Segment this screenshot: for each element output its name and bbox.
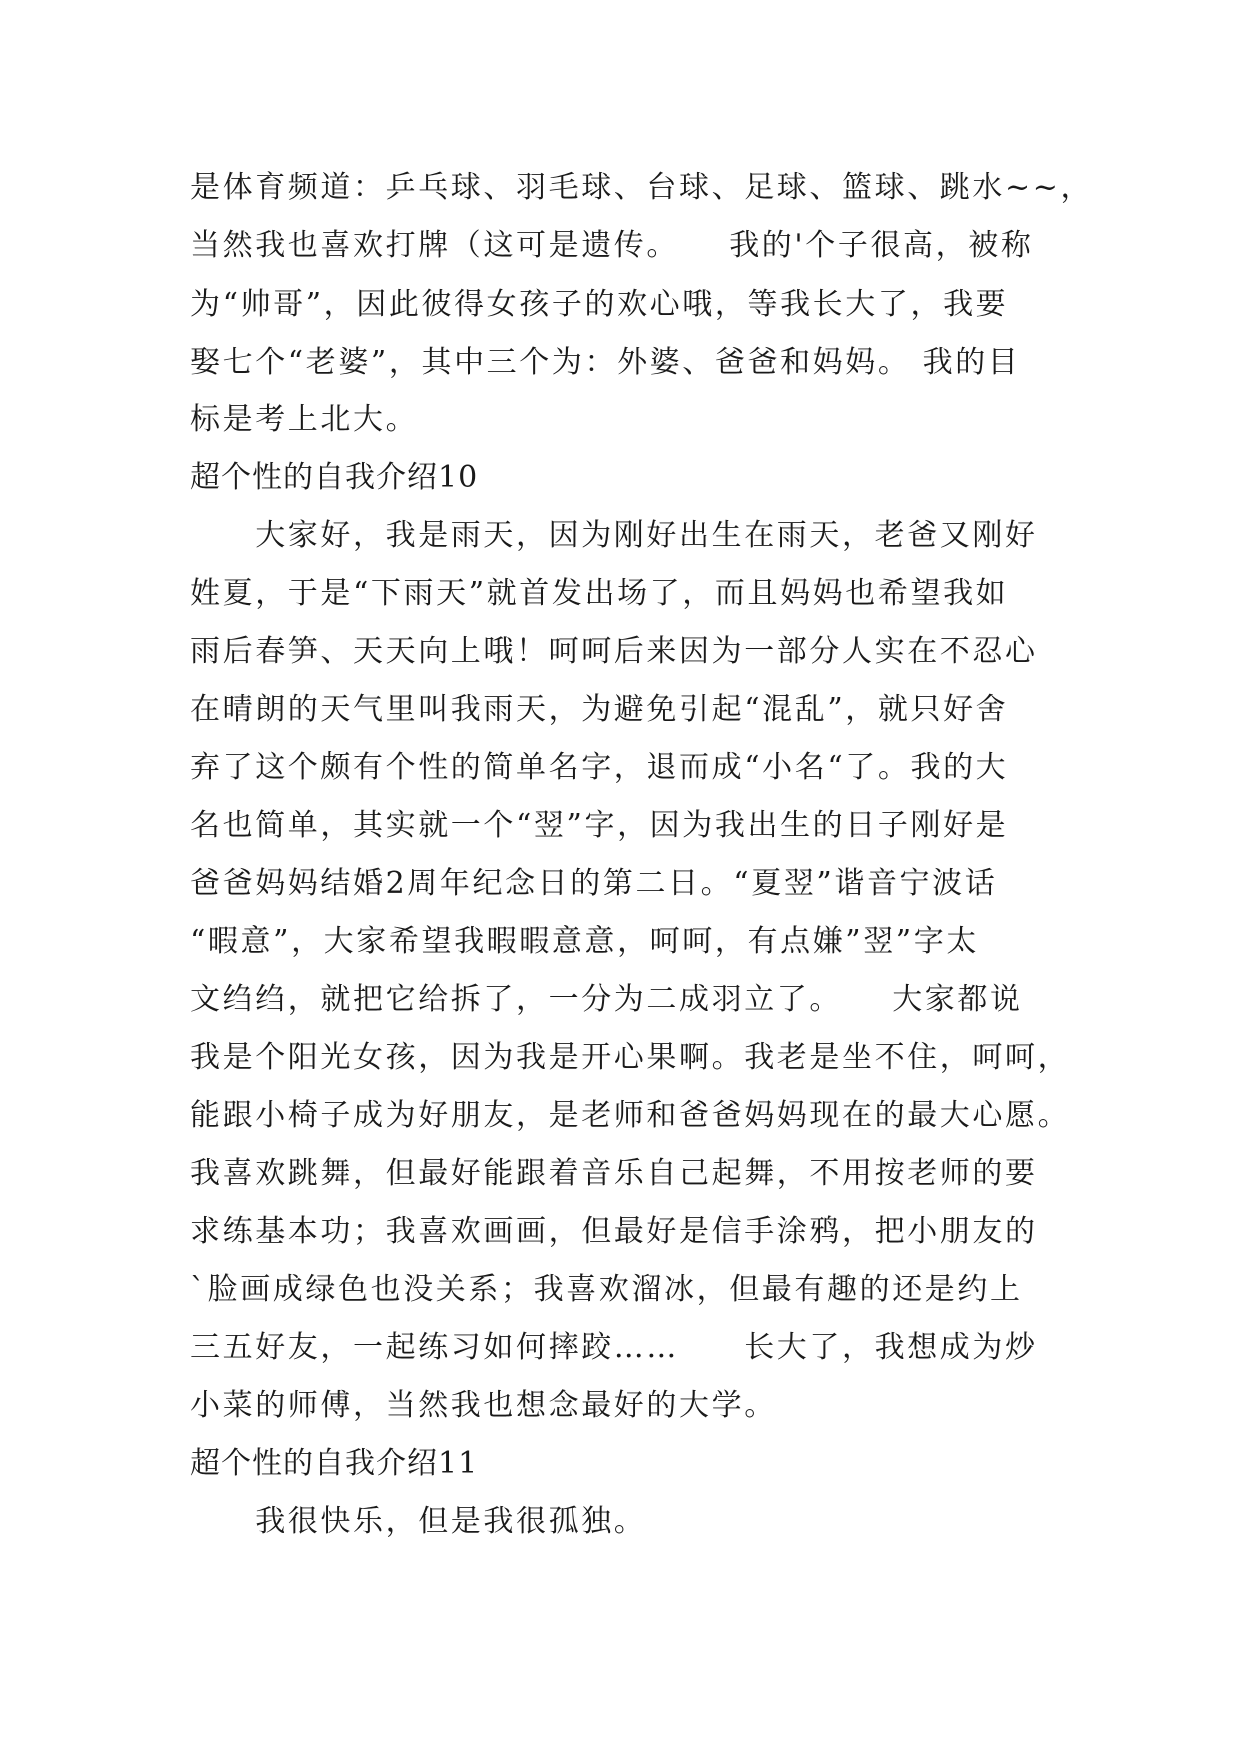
paragraph-line: 标是考上北大。 bbox=[190, 402, 419, 437]
paragraph-line: 我是个阳光女孩，因为我是开心果啊。我老是坐不住，呵呵， bbox=[190, 1040, 1071, 1075]
paragraph-line: “暇意”，大家希望我暇暇意意，呵呵，有点嫌”翌”字太 bbox=[190, 924, 979, 959]
paragraph-line: 弃了这个颇有个性的简单名字，退而成“小名“了。我的大 bbox=[190, 750, 1009, 785]
paragraph-line: 求练基本功；我喜欢画画，但最好是信手涂鸦，把小朋友的 bbox=[190, 1214, 1038, 1249]
paragraph-line: 是体育频道：乒乓球、羽毛球、台球、足球、篮球、跳水~~， bbox=[190, 170, 1094, 205]
paragraph-line: 为“帅哥”，因此彼得女孩子的欢心哦，等我长大了，我要 bbox=[190, 287, 1009, 322]
paragraph-line: 我很快乐，但是我很孤独。 bbox=[190, 1504, 647, 1539]
paragraph-line: 在晴朗的天气里叫我雨天，为避免引起“混乱”，就只好舍 bbox=[190, 692, 1009, 727]
paragraph-line: 雨后春笋、天天向上哦！呵呵后来因为一部分人实在不忍心 bbox=[190, 634, 1038, 669]
paragraph-line: 文绉绉，就把它给拆了，一分为二成羽立了。 大家都说 bbox=[190, 982, 1023, 1017]
paragraph-line: 能跟小椅子成为好朋友，是老师和爸爸妈妈现在的最大心愿。 bbox=[190, 1098, 1071, 1133]
paragraph-line: 大家好，我是雨天，因为刚好出生在雨天，老爸又刚好 bbox=[190, 518, 1038, 553]
paragraph-line: 我喜欢跳舞，但最好能跟着音乐自己起舞，不用按老师的要 bbox=[190, 1156, 1038, 1191]
section-heading: 超个性的自我介绍10 bbox=[190, 460, 479, 495]
paragraph-line: 姓夏，于是“下雨天”就首发出场了，而且妈妈也希望我如 bbox=[190, 576, 1009, 611]
paragraph-line: 娶七个“老婆”，其中三个为：外婆、爸爸和妈妈。 我的目 bbox=[190, 345, 1021, 380]
paragraph-line: 三五好友，一起练习如何摔跤…… 长大了，我想成为炒 bbox=[190, 1330, 1038, 1365]
paragraph-line: 小菜的师傅，当然我也想念最好的大学。 bbox=[190, 1388, 777, 1423]
paragraph-line: `脸画成绿色也没关系；我喜欢溜冰，但最有趣的还是约上 bbox=[190, 1272, 1023, 1307]
section-heading: 超个性的自我介绍11 bbox=[190, 1446, 479, 1481]
paragraph-line: 名也简单，其实就一个“翌”字，因为我出生的日子刚好是 bbox=[190, 808, 1009, 843]
paragraph-line: 当然我也喜欢打牌（这可是遗传。 我的'个子很高，被称 bbox=[190, 228, 1034, 263]
paragraph-line: 爸爸妈妈结婚2周年纪念日的第二日。“夏翌”谐音宁波话 bbox=[190, 866, 998, 901]
